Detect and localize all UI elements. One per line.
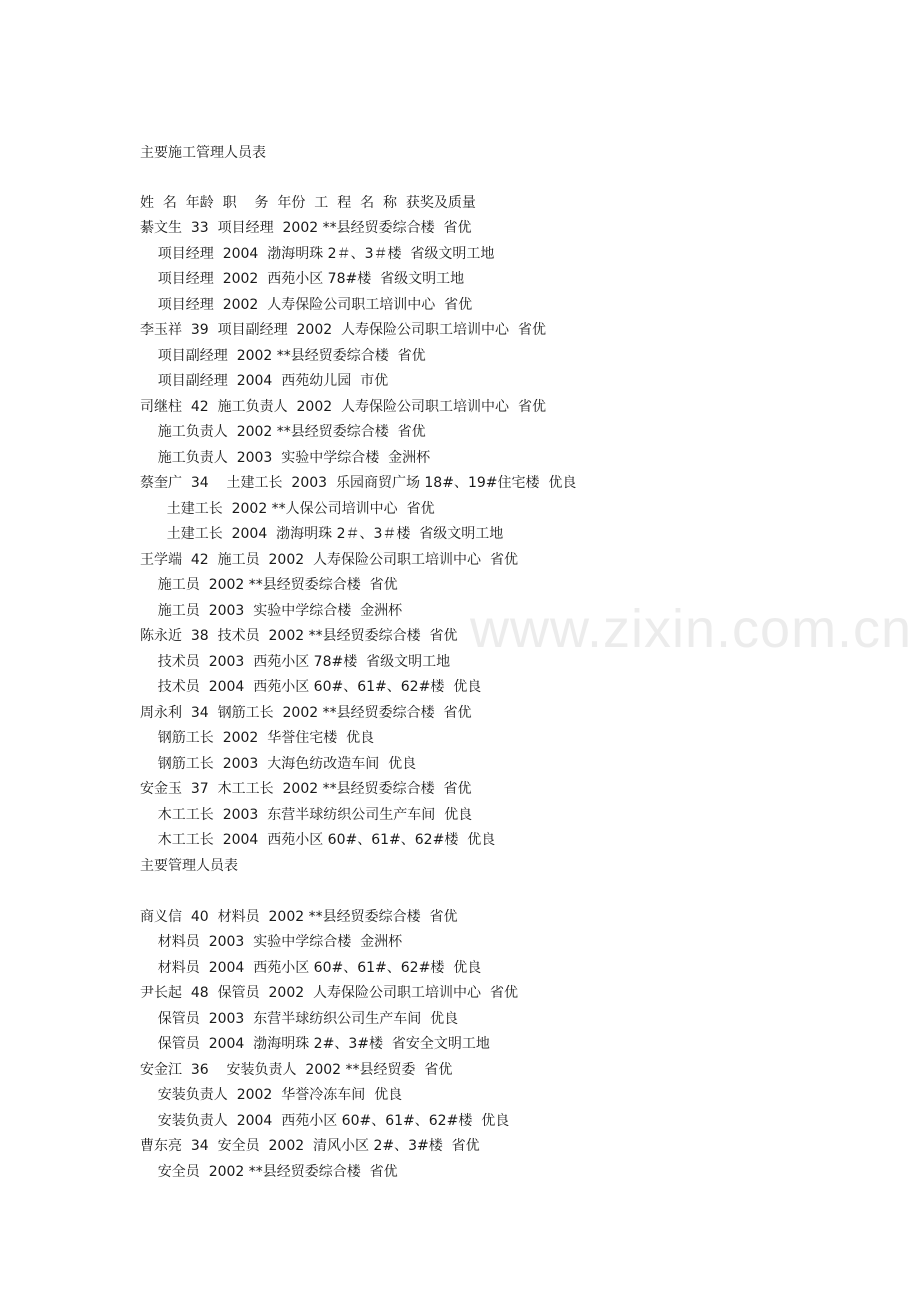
table-row: 项目经理 2002 人寿保险公司职工培训中心 省优 xyxy=(140,297,473,313)
table-row: 李玉祥 39 项目副经理 2002 人寿保险公司职工培训中心 省优 xyxy=(140,322,546,338)
document-title: 主要施工管理人员表 xyxy=(140,145,266,161)
table-row: 保管员 2004 渤海明珠 2#、3#楼 省安全文明工地 xyxy=(140,1036,490,1052)
table-row: 周永利 34 钢筋工长 2002 **县经贸委综合楼 省优 xyxy=(140,705,472,721)
table-row: 项目经理 2002 西苑小区 78#楼 省级文明工地 xyxy=(140,271,465,287)
table-row: 商义信 40 材料员 2002 **县经贸委综合楼 省优 xyxy=(140,909,458,925)
table-row: 材料员 2004 西苑小区 60#、61#、62#楼 优良 xyxy=(140,960,482,976)
table-row: 尹长起 48 保管员 2002 人寿保险公司职工培训中心 省优 xyxy=(140,985,518,1001)
table-row: 保管员 2003 东营半球纺织公司生产车间 优良 xyxy=(140,1011,459,1027)
table-row: 陈永近 38 技术员 2002 **县经贸委综合楼 省优 xyxy=(140,628,458,644)
table-row: 施工负责人 2002 **县经贸委综合楼 省优 xyxy=(140,424,426,440)
table-row: 安装负责人 2004 西苑小区 60#、61#、62#楼 优良 xyxy=(140,1113,510,1129)
table-row: 技术员 2004 西苑小区 60#、61#、62#楼 优良 xyxy=(140,679,482,695)
table-row: 安金江 36 安装负责人 2002 **县经贸委 省优 xyxy=(140,1062,453,1078)
table-row: 钢筋工长 2003 大海色纺改造车间 优良 xyxy=(140,756,417,772)
table-row: 施工员 2002 **县经贸委综合楼 省优 xyxy=(140,577,398,593)
table-header-row: 姓 名 年龄 职 务 年份 工 程 名 称 获奖及质量 xyxy=(140,195,476,211)
table-row: 材料员 2003 实验中学综合楼 金洲杯 xyxy=(140,934,403,950)
table-row: 安装负责人 2002 华誉冷冻车间 优良 xyxy=(140,1087,403,1103)
table-row: 安金玉 37 木工工长 2002 **县经贸委综合楼 省优 xyxy=(140,781,472,797)
table-row: 木工工长 2004 西苑小区 60#、61#、62#楼 优良 xyxy=(140,832,496,848)
table-row: 项目副经理 2002 **县经贸委综合楼 省优 xyxy=(140,348,426,364)
table-row: 施工负责人 2003 实验中学综合楼 金洲杯 xyxy=(140,450,431,466)
section-title: 主要管理人员表 xyxy=(140,858,238,874)
table-row: 王学端 42 施工员 2002 人寿保险公司职工培训中心 省优 xyxy=(140,552,518,568)
table-row: 司继柱 42 施工负责人 2002 人寿保险公司职工培训中心 省优 xyxy=(140,399,546,415)
table-row: 土建工长 2002 **人保公司培训中心 省优 xyxy=(140,501,435,517)
table-row: 施工员 2003 实验中学综合楼 金洲杯 xyxy=(140,603,403,619)
table-row: 木工工长 2003 东营半球纺织公司生产车间 优良 xyxy=(140,807,473,823)
table-row: 安全员 2002 **县经贸委综合楼 省优 xyxy=(140,1164,398,1180)
watermark: www.zixin.com.cn xyxy=(470,599,913,659)
table-row: 綦文生 33 项目经理 2002 **县经贸委综合楼 省优 xyxy=(140,220,472,236)
table-row: 土建工长 2004 渤海明珠 2＃、3＃楼 省级文明工地 xyxy=(140,526,504,542)
table-row: 项目经理 2004 渤海明珠 2＃、3＃楼 省级文明工地 xyxy=(140,246,495,262)
table-row: 技术员 2003 西苑小区 78#楼 省级文明工地 xyxy=(140,654,451,670)
table-row: 钢筋工长 2002 华誉住宅楼 优良 xyxy=(140,730,375,746)
table-row: 蔡奎广 34 土建工长 2003 乐园商贸广场 18#、19#住宅楼 优良 xyxy=(140,475,577,491)
table-row: 项目副经理 2004 西苑幼儿园 市优 xyxy=(140,373,389,389)
table-row: 曹东亮 34 安全员 2002 清风小区 2#、3#楼 省优 xyxy=(140,1138,480,1154)
